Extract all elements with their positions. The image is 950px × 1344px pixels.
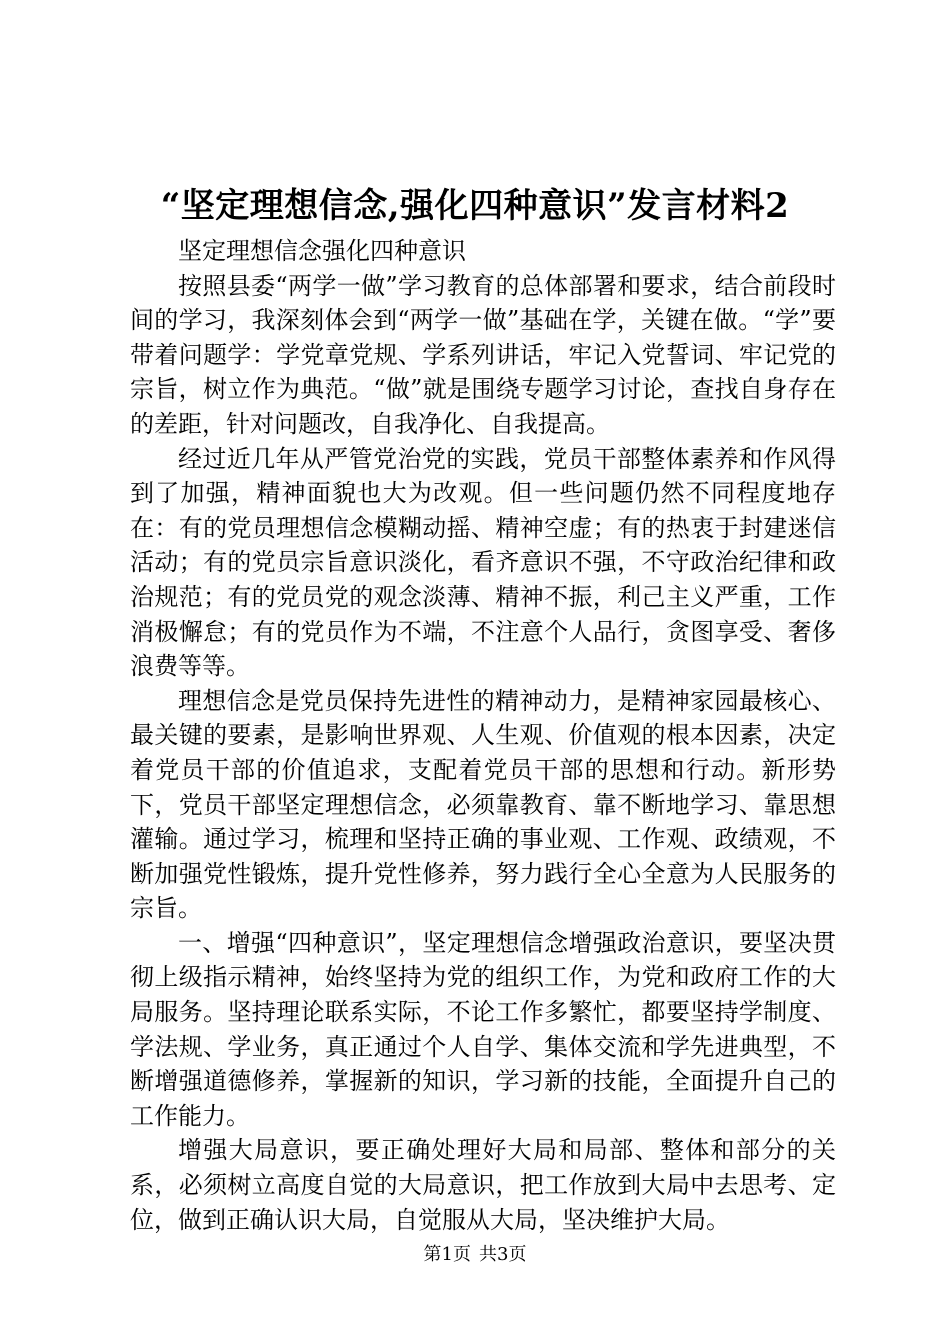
body-paragraph: 一、增强“四种意识”，坚定理想信念增强政治意识，要坚决贯彻上级指示精神，始终坚持为党的组织工作，为党和政府工作的大局服务。坚持理论联系实际，不论工作多繁忙，都要坚持学制度、学法规、学业务，真正通过个人自学、集体交流和学先进典型，不断增强道德修养，掌握新的知识，学习新的技能，全面提升自己的工作能力。 — [130, 928, 836, 1130]
body-paragraph: 经过近几年从严管党治党的实践，党员干部整体素养和作风得到了加强，精神面貌也大为改观。但一些问题仍然不同程度地存在：有的党员理想信念模糊动摇、精神空虚；有的热衷于封建迷信活动；有的党员宗旨意识淡化，看齐意识不强，不守政治纪律和政治规范；有的党员党的观念淡薄、精神不振，利己主义严重，工作消极懈怠；有的党员作为不端，不注意个人品行，贪图享受、奢侈浪费等等。 — [130, 444, 836, 681]
body-paragraph: 增强大局意识，要正确处理好大局和局部、整体和部分的关系，必须树立高度自觉的大局意识，把工作放到大局中去思考、定位，做到正确认识大局，自觉服从大局，坚决维护大局。 — [130, 1136, 836, 1234]
page-number: 第1页 — [423, 1244, 471, 1265]
page-footer — [0, 1243, 950, 1267]
document-title: “坚定理想信念,强化四种意识”发言材料2 — [160, 186, 790, 226]
body-paragraph: 理想信念是党员保持先进性的精神动力，是精神家园最核心、最关键的要素，是影响世界观、人生观、价值观的根本因素，决定着党员干部的价值追求，支配着党员干部的思想和行动。新形势下，党员干部坚定理想信念，必须靠教育、靠不断地学习、靠思想灌输。通过学习，梳理和坚持正确的事业观、工作观、政绩观，不断加强党性锻炼，提升党性修养，努力践行全心全意为人民服务的宗旨。 — [130, 686, 836, 923]
page-total: 共3页 — [479, 1244, 527, 1265]
document-body — [130, 234, 836, 1237]
body-paragraph: 按照县委“两学一做”学习教育的总体部署和要求，结合前段时间的学习，我深刻体会到“两学一做”基础在学，关键在做。“学”要带着问题学：学党章党规、学系列讲话，牢记入党誓词、牢记党的宗旨，树立作为典范。“做”就是围绕专题学习讨论，查找自身存在的差距，针对问题改，自我净化、自我提高。 — [130, 271, 836, 438]
document-subtitle: 坚定理想信念强化四种意识 — [178, 237, 466, 265]
